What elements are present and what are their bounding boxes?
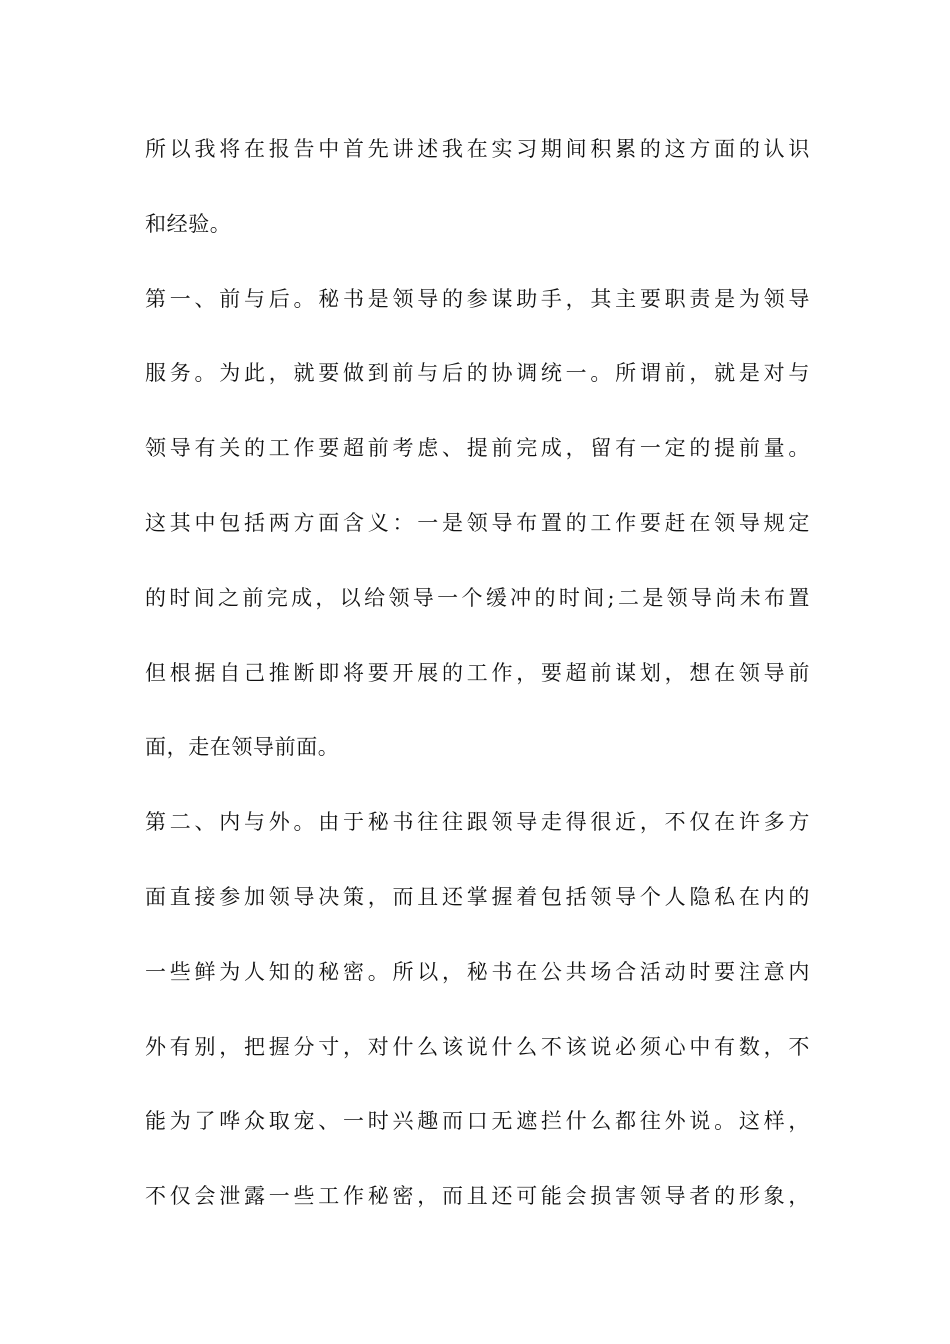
text-line: 服务。为此，就要做到前与后的协调统一。所谓前，就是对与 <box>145 361 810 386</box>
text-line: 不仅会泄露一些工作秘密，而且还可能会损害领导者的形象， <box>145 1184 810 1209</box>
text-line: 能为了哗众取宠、一时兴趣而口无遮拦什么都往外说。这样， <box>145 1109 810 1134</box>
text-line: 所以我将在报告中首先讲述我在实习期间积累的这方面的认识 <box>145 137 810 161</box>
body-text <box>145 131 810 1253</box>
text-line: 第一、前与后。秘书是领导的参谋助手，其主要职责是为领导 <box>145 286 810 311</box>
text-line: 第二、内与外。由于秘书往往跟领导走得很近，不仅在许多方 <box>145 810 810 835</box>
text-line: 但根据自己推断即将要开展的工作，要超前谋划，想在领导前 <box>145 660 810 685</box>
text-line: 领导有关的工作要超前考虑、提前完成，留有一定的提前量。 <box>145 436 810 461</box>
text-line: 的时间之前完成，以给领导一个缓冲的时间;二是领导尚未布置 <box>145 585 810 610</box>
text-line: 面直接参加领导决策，而且还掌握着包括领导个人隐私在内的 <box>145 884 810 909</box>
text-line: 面，走在领导前面。 <box>145 735 340 760</box>
text-line: 一些鲜为人知的秘密。所以，秘书在公共场合活动时要注意内 <box>145 959 810 984</box>
text-line: 和经验。 <box>145 211 232 236</box>
text-line: 外有别，把握分寸，对什么该说什么不该说必须心中有数，不 <box>145 1034 810 1059</box>
text-line: 这其中包括两方面含义：一是领导布置的工作要赶在领导规定 <box>145 510 810 535</box>
